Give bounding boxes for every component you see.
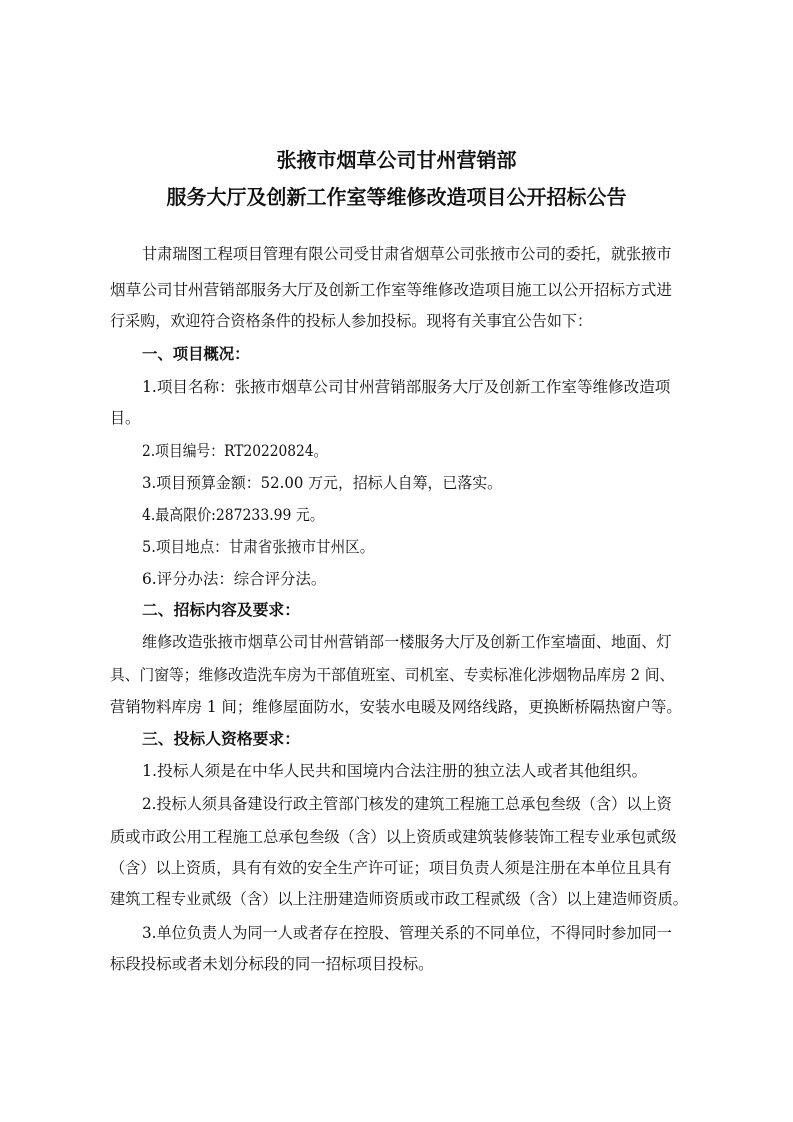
qualification-2-line-2: 质或市政公用工程施工总承包叁级（含）以上资质或建筑装修装饰工程专业承包贰级 (110, 828, 677, 846)
scoring-method: 6.评分办法：综合评分法。 (142, 570, 327, 588)
qualification-1: 1.投标人须是在中华人民共和国境内合法注册的独立法人或者其他组织。 (142, 762, 648, 780)
intro-line-3: 行采购，欢迎符合资格条件的投标人参加投标。现将有关事宜公告如下： (110, 312, 593, 330)
scope-line-3: 营销物料库房 1 间；维修屋面防水，安装水电暖及网络线路，更换断桥隔热窗户等。 (110, 698, 682, 716)
qualification-3-line-2: 标段投标或者未划分标段的同一招标项目投标。 (110, 955, 434, 973)
qualification-2-line-3: （含）以上资质，具有有效的安全生产许可证；项目负责人须是注册在本单位且具有 (110, 859, 672, 877)
title-line-1: 张掖市烟草公司甘州营销部 (276, 148, 517, 172)
project-name-line-2: 目。 (110, 409, 141, 427)
scope-line-1: 维修改造张掖市烟草公司甘州营销部一楼服务大厅及创新工作室墙面、地面、灯 (142, 633, 672, 651)
intro-line-1: 甘肃瑞图工程项目管理有限公司受甘肃省烟草公司张掖市公司的委托，就张掖市 (142, 245, 672, 263)
scope-line-2: 具、门窗等；维修改造洗车房为干部值班室、司机室、专卖标准化涉烟物品库房 2 间、 (110, 666, 675, 684)
title-line-2: 服务大厅及创新工作室等维修改造项目公开招标公告 (166, 185, 627, 209)
project-budget: 3.项目预算金额：52.00 万元，招标人自筹，已落实。 (142, 474, 503, 492)
section-2-heading: 二、招标内容及要求： (142, 601, 301, 619)
section-1-heading: 一、项目概况： (142, 345, 250, 363)
section-3-heading: 三、投标人资格要求： (142, 730, 301, 748)
max-price: 4.最高限价:287233.99 元。 (142, 506, 324, 524)
qualification-2-line-4: 建筑工程专业贰级（含）以上注册建造师资质或市政工程贰级（含）以上建造师资质。 (110, 890, 689, 908)
project-name-line-1: 1.项目名称：张掖市烟草公司甘州营销部服务大厅及创新工作室等维修改造项 (142, 378, 671, 396)
intro-line-2: 烟草公司甘州营销部服务大厅及创新工作室等维修改造项目施工以公开招标方式进 (110, 281, 673, 299)
qualification-2-line-1: 2.投标人须具备建设行政主管部门核发的建筑工程施工总承包叁级（含）以上资 (142, 795, 672, 813)
qualification-3-line-1: 3.单位负责人为同一人或者存在控股、管理关系的不同单位，不得同时参加同一 (142, 924, 672, 942)
project-location: 5.项目地点：甘肃省张掖市甘州区。 (142, 538, 375, 556)
project-number: 2.项目编号：RT20220824。 (142, 442, 328, 460)
